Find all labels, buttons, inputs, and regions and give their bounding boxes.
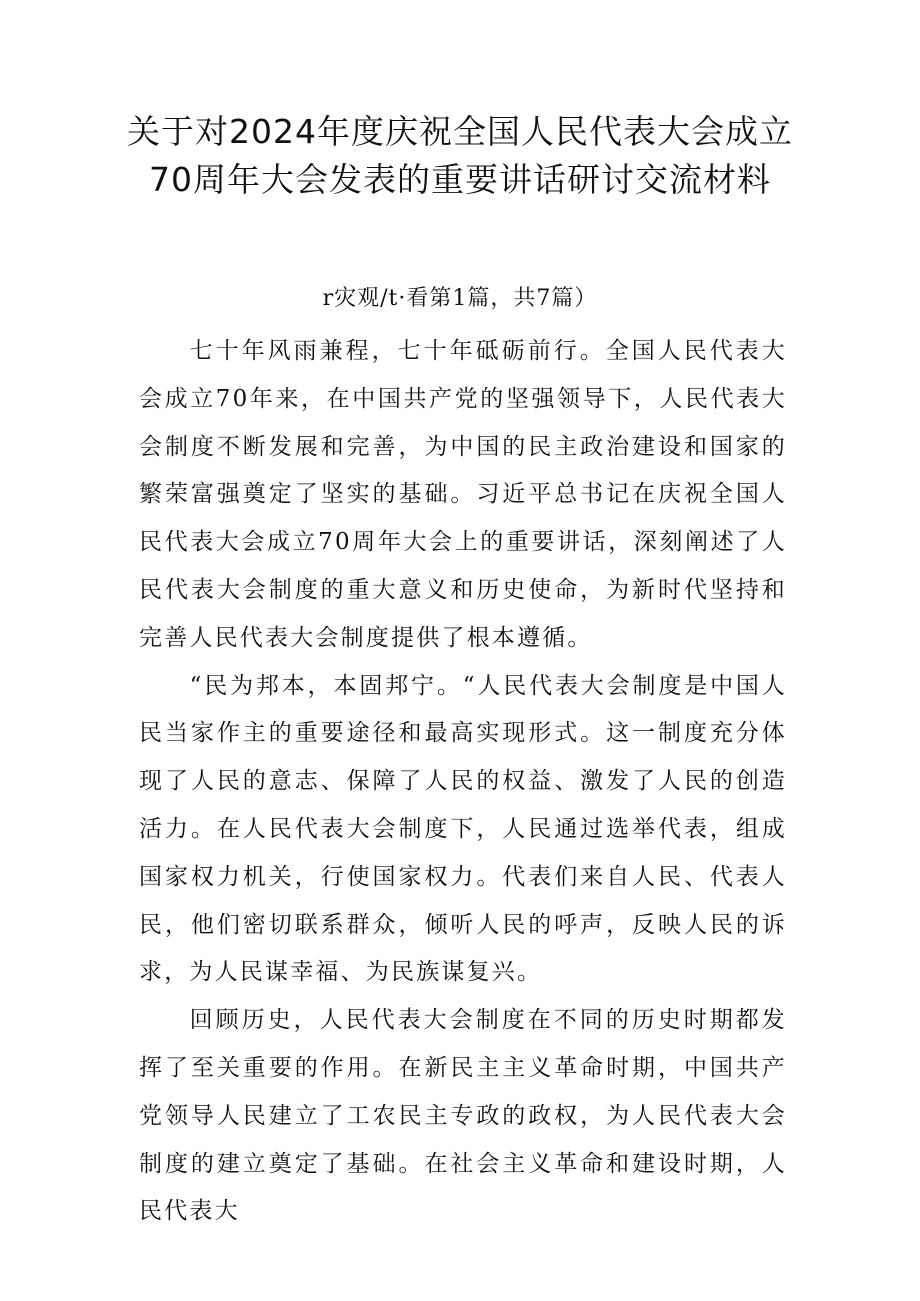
- document-body: [139, 328, 787, 1236]
- paragraph-2: “民为邦本，本固邦宁。“人民代表大会制度是中国人民当家作主的重要途径和最高实现形式。这一制度充分体现了人民的意志、保障了人民的权益、激发了人民的创造活力。在人民代表大会制度下，人民通过选举代表，组成国家权力机关，行使国家权力。代表们来自人民、代表人民，他们密切联系群众，倾听人民的呼声，反映人民的诉求，为人民谋幸福、为民族谋复兴。: [139, 672, 787, 986]
- document-title: 关于对2024年度庆祝全国人民代表大会成立70周年大会发表的重要讲话研讨交流材料: [127, 112, 793, 199]
- paragraph-1: 七十年风雨兼程，七十年砥砺前行。全国人民代表大会成立70年来，在中国共产党的坚强领导下，人民代表大会制度不断发展和完善，为中国的民主政治建设和国家的繁荣富强奠定了坚实的基础。习近平总书记在庆祝全国人民代表大会成立70周年大会上的重要讲话，深刻阐述了人民代表大会制度的重大意义和历史使命，为新时代坚持和完善人民代表大会制度提供了根本遵循。: [139, 338, 787, 651]
- document-subtitle: r灾观/t·看第1篇，共7篇）: [322, 286, 598, 311]
- paragraph-3: 回顾历史，人民代表大会制度在不同的历史时期都发挥了至关重要的作用。在新民主主义革命时期，中国共产党领导人民建立了工农民主专政的政权，为人民代表大会制度的建立奠定了基础。在社会主义革命和建设时期，人民代表大: [139, 1007, 787, 1225]
